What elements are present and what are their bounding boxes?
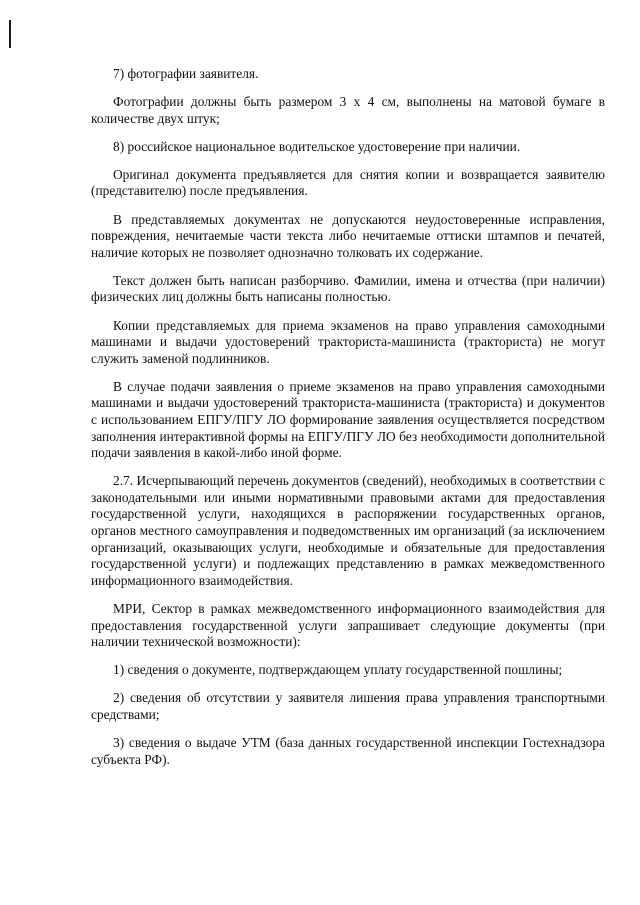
scan-edge-mark: [9, 20, 11, 48]
paragraph-item-8-license: 8) российское национальное водительское удостоверение при наличии.: [113, 138, 521, 154]
paragraph-section-2-7: 2.7. Исчерпывающий перечень документов (сведений), необходимых в соответствии с законодательными или иными нормативными правовыми актами для предоставления государственной услуги, находящихся в распоряжении государственных органов, органов местного самоуправления и подведомственных им организаций (за исключением организаций, оказывающих услуги, необходимые и обязательные для предоставления государственной услуги) и подлежащих представлению в рамках межведомственного информационного взаимодействия.: [91, 473, 605, 588]
paragraph-request-item-3: 3) сведения о выдаче УТМ (база данных государственной инспекции Гостехнадзора субъекта РФ).: [91, 735, 605, 767]
paragraph-copies: Копии представляемых для приема экзаменов на право управления самоходными машинами и выдачи удостоверений тракториста-машиниста (тракториста) не могут служить заменой подлинников.: [91, 317, 605, 366]
paragraph-request-item-1: 1) сведения о документе, подтверждающем уплату государственной пошлины;: [113, 662, 563, 678]
document-body: [91, 66, 605, 780]
paragraph-interagency-request: МРИ, Сектор в рамках межведомственного информационного взаимодействия для предоставления государственной услуги запрашивает следующие документы (при наличии технической возможности):: [91, 600, 605, 650]
paragraph-legible-text: Текст должен быть написан разборчиво. Фамилии, имена и отчества (при наличии) физических лиц должны быть написаны полностью.: [91, 272, 605, 305]
paragraph-online-application: В случае подачи заявления о приеме экзаменов на право управления самоходными машинами и выдачи удостоверений тракториста-машиниста (тракториста) и документов с использованием ЕПГУ/ПГУ ЛО формирование заявления осуществляется посредством заполнения интерактивной формы на ЕПГУ/ПГУ ЛО без необходимости дополнительной подачи заявления в какой-либо иной форме.: [91, 378, 605, 461]
paragraph-no-corrections: В представляемых документах не допускаются неудостоверенные исправления, повреждения, нечитаемые части текста либо нечитаемые оттиски штампов и печатей, наличие которых не позволяет однозначно толковать их содержание.: [91, 211, 605, 260]
paragraph-item-7-photos: 7) фотографии заявителя.: [113, 66, 259, 81]
paragraph-photo-requirements: Фотографии должны быть размером 3 х 4 см, выполнены на матовой бумаге в количестве двух штук;: [91, 94, 605, 126]
paragraph-original-document: Оригинал документа предъявляется для снятия копии и возвращается заявителю (представителю) после предъявления.: [91, 166, 605, 199]
paragraph-request-item-2: 2) сведения об отсутствии у заявителя лишения права управления транспортными средствами;: [91, 690, 605, 722]
